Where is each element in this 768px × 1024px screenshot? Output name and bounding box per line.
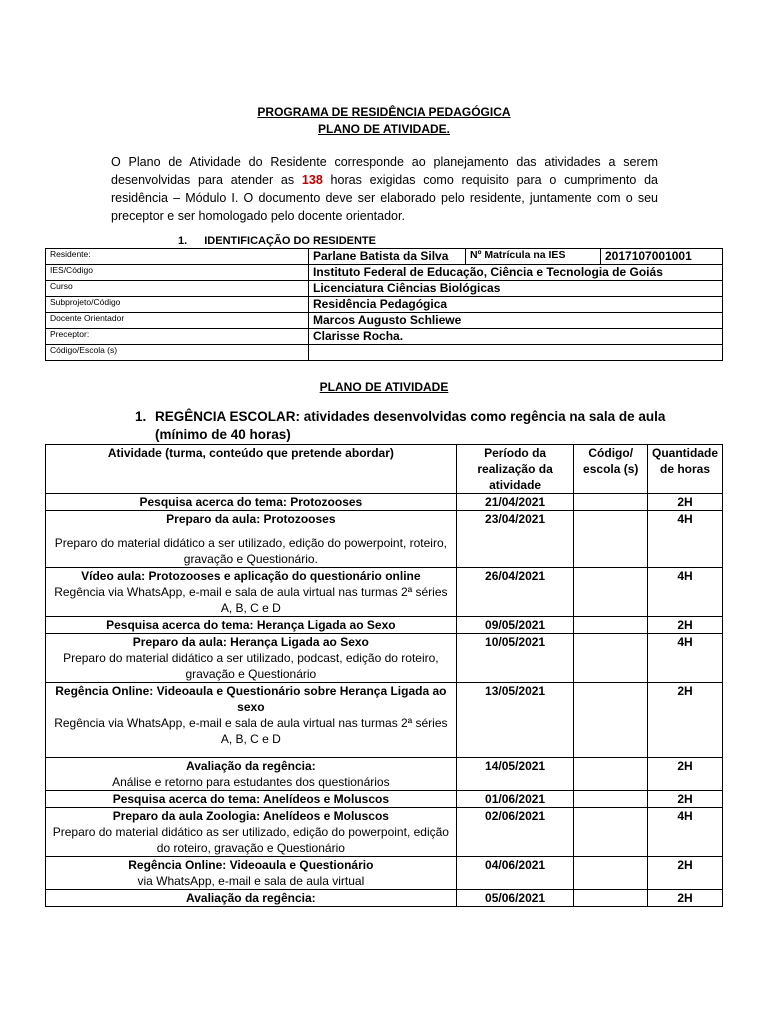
residente-value: Parlane Batista da Silva (309, 249, 466, 265)
escola-value (309, 345, 723, 361)
activity-detail: Preparo do material didático as ser utilizado, edição do powerpoint, edição do roteiro, gravação e Questionário (52, 825, 449, 855)
identification-heading-number: 1. (178, 235, 188, 247)
activity-hours: 4H (647, 568, 722, 617)
table-row (46, 329, 723, 345)
subprojeto-value: Residência Pedagógica (309, 297, 723, 313)
section-heading (135, 408, 715, 444)
subprojeto-label: Subprojeto/Código (46, 297, 309, 313)
activity-date: 04/06/2021 (456, 857, 574, 890)
activity-date: 09/05/2021 (456, 617, 574, 634)
activity-detail: Regência via WhatsApp, e-mail e sala de aula virtual nas turmas 2ª séries A, B, C e D (54, 716, 448, 746)
activity-date: 05/06/2021 (456, 890, 574, 907)
preceptor-label: Preceptor: (46, 329, 309, 345)
column-header-hours: Quantidade de horas (647, 445, 722, 494)
activity-code (574, 511, 648, 568)
ies-value: Instituto Federal de Educação, Ciência e Tecnologia de Goiás (309, 265, 723, 281)
activity-title: Preparo da aula: Herança Ligada ao Sexo (132, 635, 369, 649)
activity-hours: 2H (647, 791, 722, 808)
intro-hours: 138 (301, 173, 323, 187)
table-row (46, 808, 723, 857)
plan-title: PLANO DE ATIVIDADE (319, 380, 449, 394)
activity-hours: 2H (647, 890, 722, 907)
activity-title: Avaliação da regência: (186, 891, 316, 905)
identification-table (45, 248, 723, 361)
activities-table (45, 444, 723, 907)
column-header-code: Código/ escola (s) (574, 445, 648, 494)
activity-title: Pesquisa acerca do tema: Anelídeos e Moluscos (112, 792, 390, 806)
matricula-value: 2017107001001 (601, 249, 723, 265)
activity-cell (46, 634, 457, 683)
intro-text-end: horas exigidas como requisito para o cumprimento da residência – Módulo I. O documento deve ser elaborado pelo residente, juntamente com o seu preceptor e ser homologado pelo docente orientador. (111, 173, 658, 223)
table-row (46, 265, 723, 281)
table-row (46, 617, 723, 634)
activity-hours: 4H (647, 808, 722, 857)
table-row (46, 511, 723, 568)
preceptor-value: Clarisse Rocha. (309, 329, 723, 345)
table-row (46, 758, 723, 791)
activity-title: Preparo da aula: Protozooses (166, 512, 336, 526)
activity-date: 10/05/2021 (456, 634, 574, 683)
section-title: REGÊNCIA ESCOLAR: atividades desenvolvidas como regência na sala de aula (mínimo de 40 horas) (155, 409, 666, 442)
table-row (46, 345, 723, 361)
escola-label: Código/Escola (s) (46, 345, 309, 361)
docente-value: Marcos Augusto Schliewe (309, 313, 723, 329)
activity-code (574, 808, 648, 857)
activity-code (574, 857, 648, 890)
column-header-period: Período da realização da atividade (456, 445, 574, 494)
activity-hours: 2H (647, 758, 722, 791)
activity-code (574, 494, 648, 511)
activity-hours: 4H (647, 511, 722, 568)
activity-code (574, 758, 648, 791)
activity-cell (46, 808, 457, 857)
residente-label: Residente: (46, 249, 309, 265)
identification-heading-text: IDENTIFICAÇÃO DO RESIDENTE (204, 235, 376, 247)
table-row (46, 683, 723, 758)
table-row (46, 791, 723, 808)
intro-paragraph (111, 153, 658, 225)
activity-cell (46, 758, 457, 791)
table-row (46, 568, 723, 617)
table-row (46, 249, 723, 265)
intro-text-start: O Plano de Atividade do Residente corresponde ao planejamento das atividades a serem desenvolvidas para atender as (111, 155, 658, 187)
activity-detail: Preparo do material didático a ser utilizado, podcast, edição do roteiro, gravação e Questionário (63, 651, 439, 681)
activity-date: 23/04/2021 (456, 511, 574, 568)
table-row (46, 634, 723, 683)
activity-cell (46, 617, 457, 634)
table-row (46, 313, 723, 329)
activity-cell (46, 568, 457, 617)
ies-label: IES/Código (46, 265, 309, 281)
table-row (46, 297, 723, 313)
activity-cell (46, 791, 457, 808)
activity-hours: 2H (647, 617, 722, 634)
activity-date: 21/04/2021 (456, 494, 574, 511)
table-header-row (46, 445, 723, 494)
activity-date: 02/06/2021 (456, 808, 574, 857)
table-row (46, 494, 723, 511)
activity-code (574, 634, 648, 683)
document-title: PROGRAMA DE RESIDÊNCIA PEDAGÓGICA (257, 105, 511, 119)
curso-value: Licenciatura Ciências Biológicas (309, 281, 723, 297)
activity-cell (46, 511, 457, 568)
activity-code (574, 683, 648, 758)
activity-date: 26/04/2021 (456, 568, 574, 617)
docente-label: Docente Orientador (46, 313, 309, 329)
activity-title: Pesquisa acerca do tema: Herança Ligada ao Sexo (106, 618, 396, 632)
activity-title: Regência Online: Videoaula e Questionário (128, 858, 374, 872)
column-header-activity: Atividade (turma, conteúdo que pretende abordar) (46, 445, 457, 494)
activity-title: Regência Online: Videoaula e Questionário sobre Herança Ligada ao sexo (55, 684, 447, 714)
activity-hours: 2H (647, 683, 722, 758)
section-number: 1. (135, 409, 147, 424)
table-row (46, 281, 723, 297)
activity-date: 13/05/2021 (456, 683, 574, 758)
activity-hours: 2H (647, 857, 722, 890)
activities-body (46, 494, 723, 907)
activity-cell (46, 890, 457, 907)
activity-title: Preparo da aula Zoologia: Anelídeos e Moluscos (112, 809, 389, 823)
curso-label: Curso (46, 281, 309, 297)
activity-title: Avaliação da regência: (186, 759, 316, 773)
activity-cell (46, 494, 457, 511)
activity-hours: 2H (647, 494, 722, 511)
activity-code (574, 791, 648, 808)
activity-detail: Preparo do material didático a ser utilizado, edição do powerpoint, roteiro, gravação e Questionário. (54, 536, 447, 566)
activity-cell (46, 683, 457, 758)
activity-date: 01/06/2021 (456, 791, 574, 808)
activity-detail: Regência via WhatsApp, e-mail e sala de aula virtual nas turmas 2ª séries A, B, C e D (54, 585, 448, 615)
activity-code (574, 890, 648, 907)
activity-detail: via WhatsApp, e-mail e sala de aula virtual (137, 874, 365, 888)
activity-code (574, 568, 648, 617)
activity-title: Vídeo aula: Protozooses e aplicação do questionário online (81, 569, 421, 583)
document-subtitle: PLANO DE ATIVIDADE. (317, 122, 450, 136)
activity-title: Pesquisa acerca do tema: Protozooses (139, 495, 363, 509)
activity-date: 14/05/2021 (456, 758, 574, 791)
table-row (46, 890, 723, 907)
identification-heading (178, 235, 376, 247)
activity-cell (46, 857, 457, 890)
activity-hours: 4H (647, 634, 722, 683)
activity-detail: Análise e retorno para estudantes dos questionários (112, 775, 390, 789)
table-row (46, 857, 723, 890)
activity-code (574, 617, 648, 634)
matricula-label: Nº Matrícula na IES (466, 249, 601, 265)
